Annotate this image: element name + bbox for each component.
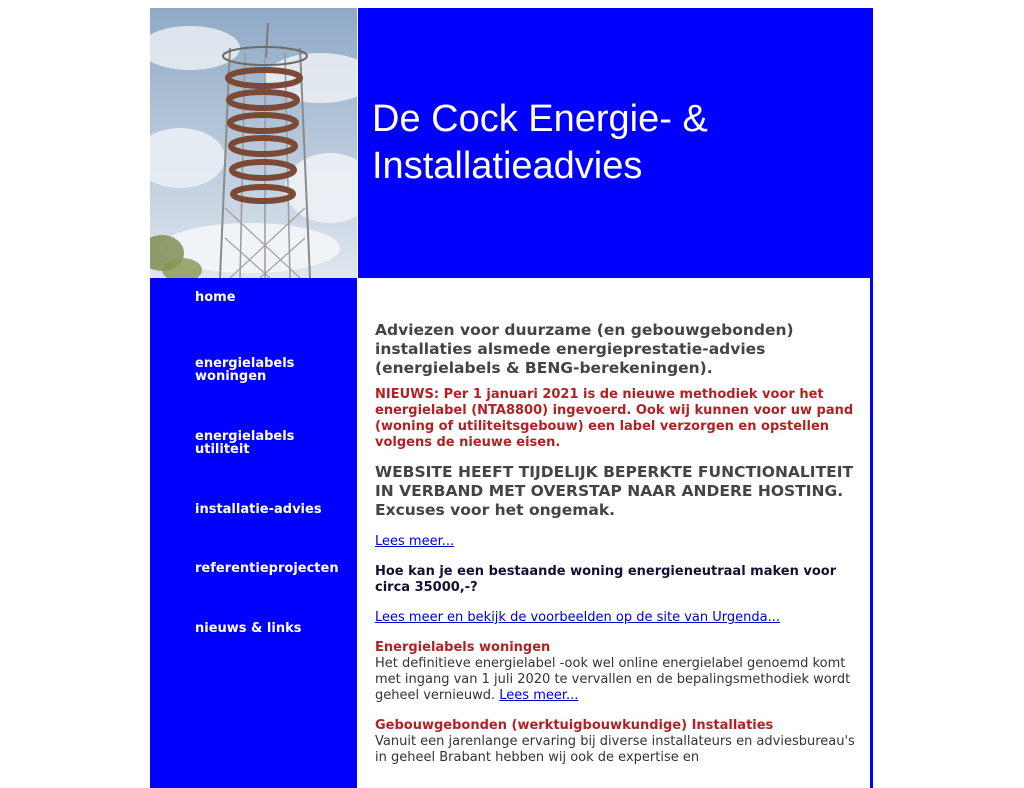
energy-neutral-question: Hoe kan je een bestaande woning energieneutraal maken voor circa 35000,-?: [375, 564, 837, 595]
nav-energielabels-woningen[interactable]: energielabels woningen: [195, 356, 295, 384]
section-installaties-text: Vanuit een jarenlange ervaring bij diverse installateurs en adviesbureau's in geheel Brabant hebben wij ook de expertise en: [375, 734, 855, 765]
urgenda-link[interactable]: Lees meer en bekijk de voorbeelden op de site van Urgenda...: [375, 610, 780, 625]
nav-installatie-advies[interactable]: installatie-advies: [195, 502, 322, 517]
nav-energielabels-utiliteit[interactable]: energielabels utiliteit: [195, 429, 295, 457]
sidebar-nav: [150, 278, 357, 788]
read-more-link[interactable]: Lees meer...: [375, 534, 455, 549]
section-woningen-text: Het definitieve energielabel -ook wel online energielabel genoemd komt met ingang van 1 juli 2020 te vervallen en de bepalingsmethodiek wordt geheel vernieuwd.: [375, 656, 851, 703]
tower-photo: [150, 8, 357, 278]
section-woningen-title: Energielabels woningen: [375, 640, 551, 655]
site-header: [358, 8, 870, 278]
nav-home[interactable]: home: [195, 290, 236, 305]
hosting-notice: WEBSITE HEEFT TIJDELIJK BEPERKTE FUNCTIONALITEIT IN VERBAND MET OVERSTAP NAAR ANDERE HOSTING. Excuses voor het ongemak.: [375, 463, 854, 519]
main-content-body: [375, 321, 870, 766]
section-woningen: [375, 640, 870, 704]
section-woningen-link[interactable]: Lees meer...: [499, 688, 579, 703]
nav-referentieprojecten[interactable]: referentieprojecten: [195, 561, 339, 576]
intro-text: Adviezen voor duurzame (en gebouwgebonden) installaties alsmede energieprestatie-advies (energielabels & BENG-berekeningen).: [375, 321, 794, 377]
news-text: NIEUWS: Per 1 januari 2021 is de nieuwe methodiek voor het energielabel (NTA8800) ingevoerd. Ook wij kunnen voor uw pand (woning of utiliteitsgebouw) een label verzorgen en opstellen volgens de nieuwe eisen.: [375, 387, 854, 450]
right-border: [870, 8, 873, 788]
section-installaties: [375, 718, 870, 766]
section-installaties-title: Gebouwgebonden (werktuigbouwkundige) Installaties: [375, 718, 774, 733]
nav-nieuws-links[interactable]: nieuws & links: [195, 621, 302, 636]
site-title: De Cock Energie- & Installatieadvies: [372, 98, 708, 187]
